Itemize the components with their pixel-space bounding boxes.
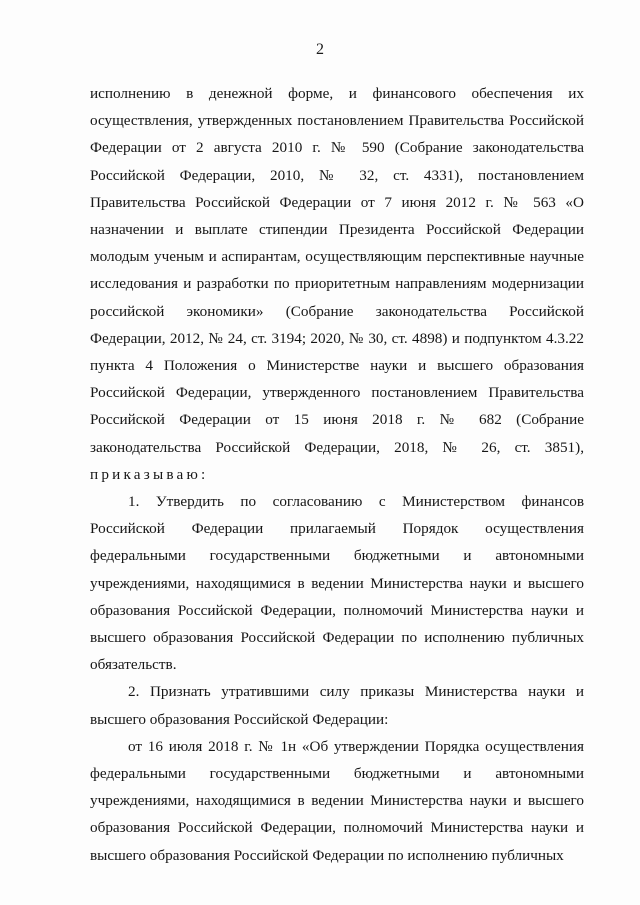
paragraph-item-2: 2. Признать утратившими силу приказы Министерства науки и высшего образования Российской Федерации: bbox=[90, 683, 584, 728]
preamble-text: исполнению в денежной форме, и финансового обеспечения их осуществления, утвержденных постановлением Правительства Российской Федерации от 2 августа 2010 г. № 590 (Собрание законодательства Российской Федерации, 2010, № 32, ст. 4331), постановлением Правительства Российской Федерации от 7 июня 2012 г. № 563 «О назначении и выплате стипендии Президента Российской Федерации молодым ученым и аспирантам, осуществляющим перспективные научные исследования и разработки по приоритетным направлениям модернизации российской экономики» (Собрание законодательства Российской Федерации, 2012, № 24, ст. 3194; 2020, № 30, ст. 4898) и подпунктом 4.3.22 пункта 4 Положения о Министерстве науки и высшего образования Российской Федерации, утвержденного постановлением Правительства Российской Федерации от 15 июня 2018 г. № 682 (Собрание законодательства Российской Федерации, 2018, № 26, ст. 3851), bbox=[90, 85, 584, 456]
page-number: 2 bbox=[316, 41, 324, 58]
paragraph-item-1: 1. Утвердить по согласованию с Министерством финансов Российской Федерации прилагаемый Порядок осуществления федеральными государственными бюджетными и автономными учреждениями, находящимися в ведении Министерства науки и высшего образования Российской Федерации, полномочий Министерства науки и высшего образования Российской Федерации по исполнению публичных обязательств. bbox=[90, 493, 584, 674]
paragraph-preamble bbox=[90, 80, 584, 488]
paragraph-item-2-sub: от 16 июля 2018 г. № 1н «Об утверждении Порядка осуществления федеральными государственными бюджетными и автономными учреждениями, находящимися в ведении Министерства науки и высшего образования Российской Федерации, полномочий Министерства науки и высшего образования Российской Федерации по исполнению публичных bbox=[90, 737, 584, 864]
order-keyword: приказываю: bbox=[90, 465, 209, 483]
document-body bbox=[90, 80, 584, 869]
